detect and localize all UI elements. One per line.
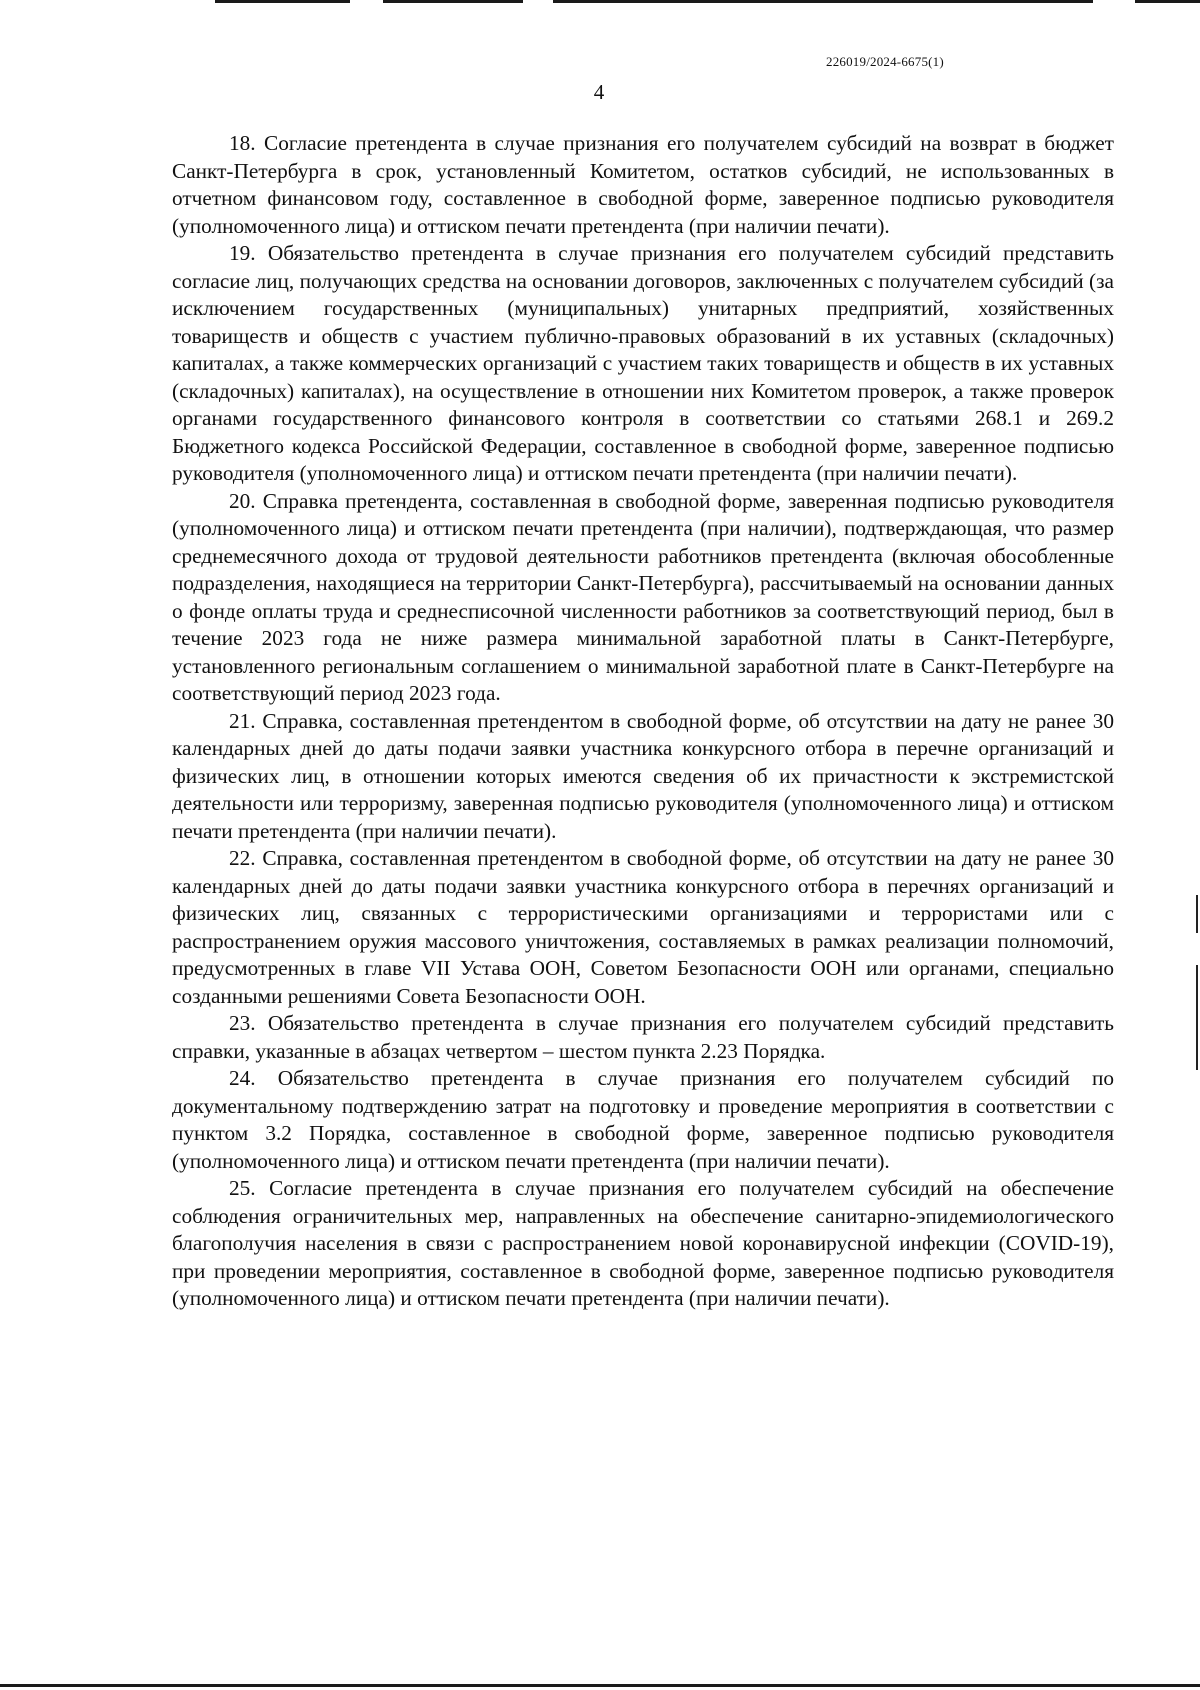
paragraph-18: 18. Согласие претендента в случае признания его получателем субсидий на возврат в бюджет Санкт-Петербурга в срок, установленный Комитетом, остатков субсидий, не использованных в отчетном финансовом году, составленное в свободной форме, заверенное подписью руководителя (уполномоченного лица) и оттиском печати претендента (при наличии печати). (172, 131, 1114, 238)
paragraph-20: 20. Справка претендента, составленная в свободной форме, заверенная подписью руководителя (уполномоченного лица) и оттиском печати претендента (при наличии), подтверждающая, что размер среднемесячного дохода от трудовой деятельности работников претендента (включая обособленные подразделения, находящиеся на территории Санкт-Петербурга), рассчитываемый на основании данных о фонде оплаты труда и среднесписочной численности работников за соответствующий период, был в течение 2023 года не ниже размера минимальной заработной платы в Санкт-Петербурге, установленного региональным соглашением о минимальной заработной плате в Санкт-Петербурге на соответствующий период 2023 года. (172, 488, 1114, 705)
margin-tick-1 (1196, 895, 1198, 933)
scan-edge-top-2 (383, 0, 523, 3)
scan-edge-top-4 (1135, 0, 1200, 3)
document-id: 226019/2024-6675(1) (826, 54, 944, 69)
paragraph-24: 24. Обязательство претендента в случае признания его получателем субсидий по документальному подтверждению затрат на подготовку и проведение мероприятия в соответствии с пунктом 3.2 Порядка, составленное в свободной форме, заверенное подписью руководителя (уполномоченного лица) и оттиском печати претендента (при наличии печати). (172, 1066, 1114, 1173)
paragraph-22: 22. Справка, составленная претендентом в свободной форме, об отсутствии на дату не ранее 30 календарных дней до даты подачи заявки участника конкурсного отбора в перечнях организаций и физических лиц, связанных с террористическими организациями и террористами или с распространением оружия массового уничтожения, составляемых в рамках реализации полномочий, предусмотренных в главе VII Устава ООН, Советом Безопасности ООН или органами, специально созданными решениями Совета Безопасности ООН. (172, 846, 1114, 1008)
paragraph-21: 21. Справка, составленная претендентом в свободной форме, об отсутствии на дату не ранее 30 календарных дней до даты подачи заявки участника конкурсного отбора в перечне организаций и физических лиц, в отношении которых имеются сведения об их причастности к экстремистской деятельности или терроризму, заверенная подписью руководителя (уполномоченного лица) и оттиском печати претендента (при наличии печати). (172, 708, 1114, 843)
paragraph-19: 19. Обязательство претендента в случае признания его получателем субсидий представить согласие лиц, получающих средства на основании договоров, заключенных с получателем субсидий (за исключением государственных (муниципальных) унитарных предприятий, хозяйственных товариществ и обществ с участием публично-правовых образований в их уставных (складочных) капиталах, а также коммерческих организаций с участием таких товариществ и обществ в их уставных (складочных) капиталах), на осуществление в отношении них Комитетом проверок, а также проверок органами государственного финансового контроля в соответствии со статьями 268.1 и 269.2 Бюджетного кодекса Российской Федерации, составленное в свободной форме, заверенное подписью руководителя (уполномоченного лица) и оттиском печати претендента (при наличии печати). (172, 241, 1114, 485)
scan-edge-bottom (0, 1684, 1200, 1687)
scan-edge-top-1 (215, 0, 350, 3)
paragraph-23: 23. Обязательство претендента в случае признания его получателем субсидий представить справки, указанные в абзацах четвертом – шестом пункта 2.23 Порядка. (172, 1011, 1114, 1063)
margin-tick-2 (1196, 965, 1198, 1070)
paragraph-25: 25. Согласие претендента в случае признания его получателем субсидий на обеспечение соблюдения ограничительных мер, направленных на обеспечение санитарно-эпидемиологического благополучия населения в связи с распространением новой коронавирусной инфекции (COVID-19), при проведении мероприятия, составленное в свободной форме, заверенное подписью руководителя (уполномоченного лица) и оттиском печати претендента (при наличии печати). (172, 1176, 1114, 1310)
document-body (172, 130, 1114, 1313)
scan-edge-top-3 (553, 0, 1093, 3)
page-number: 4 (593, 80, 605, 104)
